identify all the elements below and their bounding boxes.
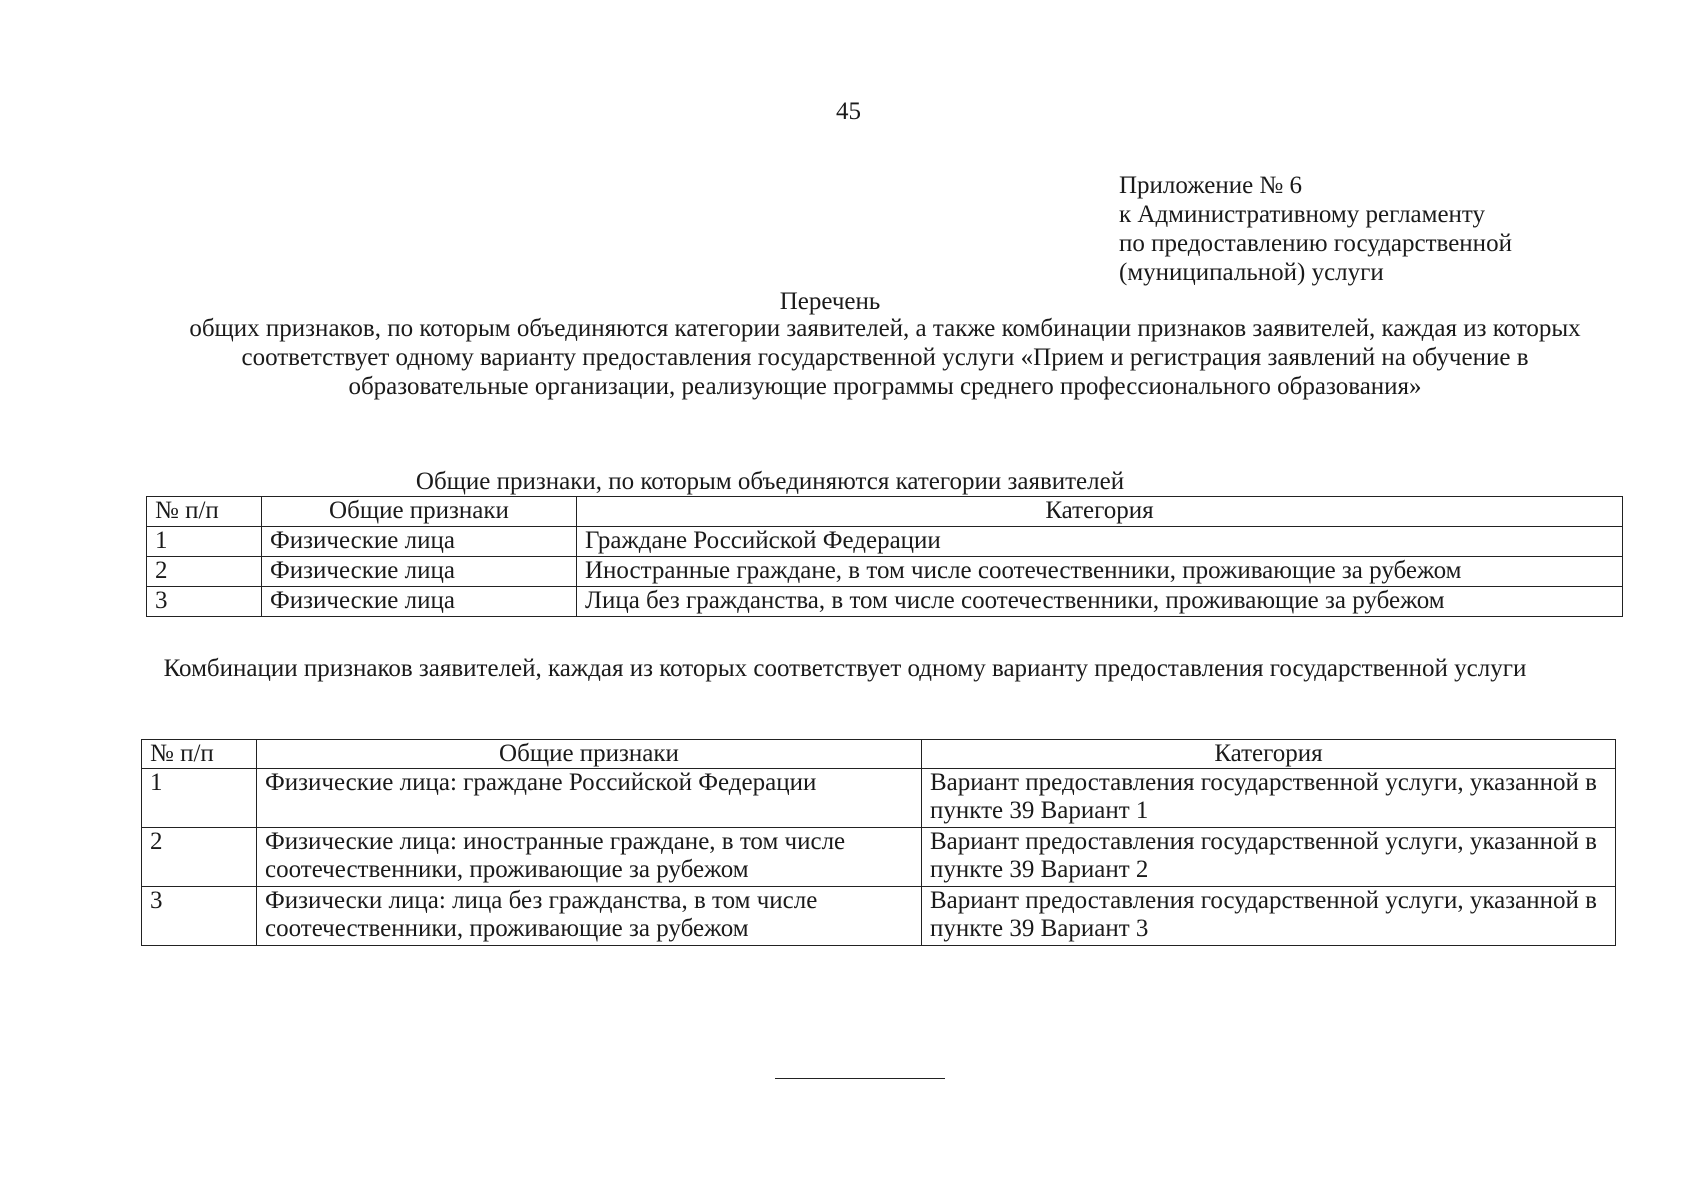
cell-attributes: Физические лица — [262, 527, 577, 557]
appendix-line-2: к Административному регламенту — [1119, 201, 1486, 228]
header-cell-number: № п/п — [142, 740, 257, 769]
table-header-row — [147, 497, 1623, 527]
table-row — [147, 587, 1623, 617]
cell-category: Граждане Российской Федерации — [577, 527, 1623, 557]
cell-number: 1 — [147, 527, 262, 557]
page-number: 45 — [836, 98, 861, 125]
cell-attributes: Физические лица: граждане Российской Федерации — [257, 769, 922, 828]
cell-number: 2 — [142, 828, 257, 887]
cell-number: 1 — [142, 769, 257, 828]
cell-attributes: Физические лица — [262, 587, 577, 617]
header-cell-number: № п/п — [147, 497, 262, 527]
header-cell-attributes: Общие признаки — [257, 740, 922, 769]
header-cell-attributes: Общие признаки — [262, 497, 577, 527]
general-attributes-table — [146, 496, 1623, 617]
document-title: Перечень — [779, 288, 881, 315]
cell-category: Вариант предоставления государственной услуги, указанной в пункте 39 Вариант 1 — [922, 769, 1616, 828]
cell-category: Иностранные граждане, в том числе соотечественники, проживающие за рубежом — [577, 557, 1623, 587]
cell-attributes: Физически лица: лица без гражданства, в том числе соотечественники, проживающие за рубежом — [257, 887, 922, 946]
attribute-combinations-table — [141, 739, 1616, 946]
table-row — [147, 557, 1623, 587]
document-subtitle: общих признаков, по которым объединяются категории заявителей, а также комбинации признаков заявителей, каждая из которых соответствует одному варианту предоставления государственной услуги «Прием и регистрация заявлений на обучение в образовательные организации, реализующие программы среднего профессионального образования» — [189, 315, 1581, 400]
table2-caption: Комбинации признаков заявителей, каждая из которых соответствует одному варианту предоставления государственной услуги — [163, 655, 1527, 682]
appendix-line-1: Приложение № 6 — [1119, 172, 1303, 199]
cell-attributes: Физические лица: иностранные граждане, в том числе соотечественники, проживающие за рубежом — [257, 828, 922, 887]
cell-number: 3 — [142, 887, 257, 946]
cell-number: 2 — [147, 557, 262, 587]
header-cell-category: Категория — [922, 740, 1616, 769]
table-row — [142, 887, 1616, 946]
table1-caption: Общие признаки, по которым объединяются категории заявителей — [415, 468, 1125, 495]
cell-category: Вариант предоставления государственной услуги, указанной в пункте 39 Вариант 2 — [922, 828, 1616, 887]
appendix-line-3: по предоставлению государственной — [1119, 230, 1512, 257]
appendix-block — [1119, 171, 1512, 287]
appendix-line-4: (муниципальной) услуги — [1119, 259, 1384, 286]
footer-divider — [775, 1078, 945, 1079]
table-row — [142, 828, 1616, 887]
cell-number: 3 — [147, 587, 262, 617]
header-cell-category: Категория — [577, 497, 1623, 527]
table-row — [142, 769, 1616, 828]
cell-category: Вариант предоставления государственной услуги, указанной в пункте 39 Вариант 3 — [922, 887, 1616, 946]
cell-category: Лица без гражданства, в том числе соотечественники, проживающие за рубежом — [577, 587, 1623, 617]
cell-attributes: Физические лица — [262, 557, 577, 587]
table-row — [147, 527, 1623, 557]
table-header-row — [142, 740, 1616, 769]
